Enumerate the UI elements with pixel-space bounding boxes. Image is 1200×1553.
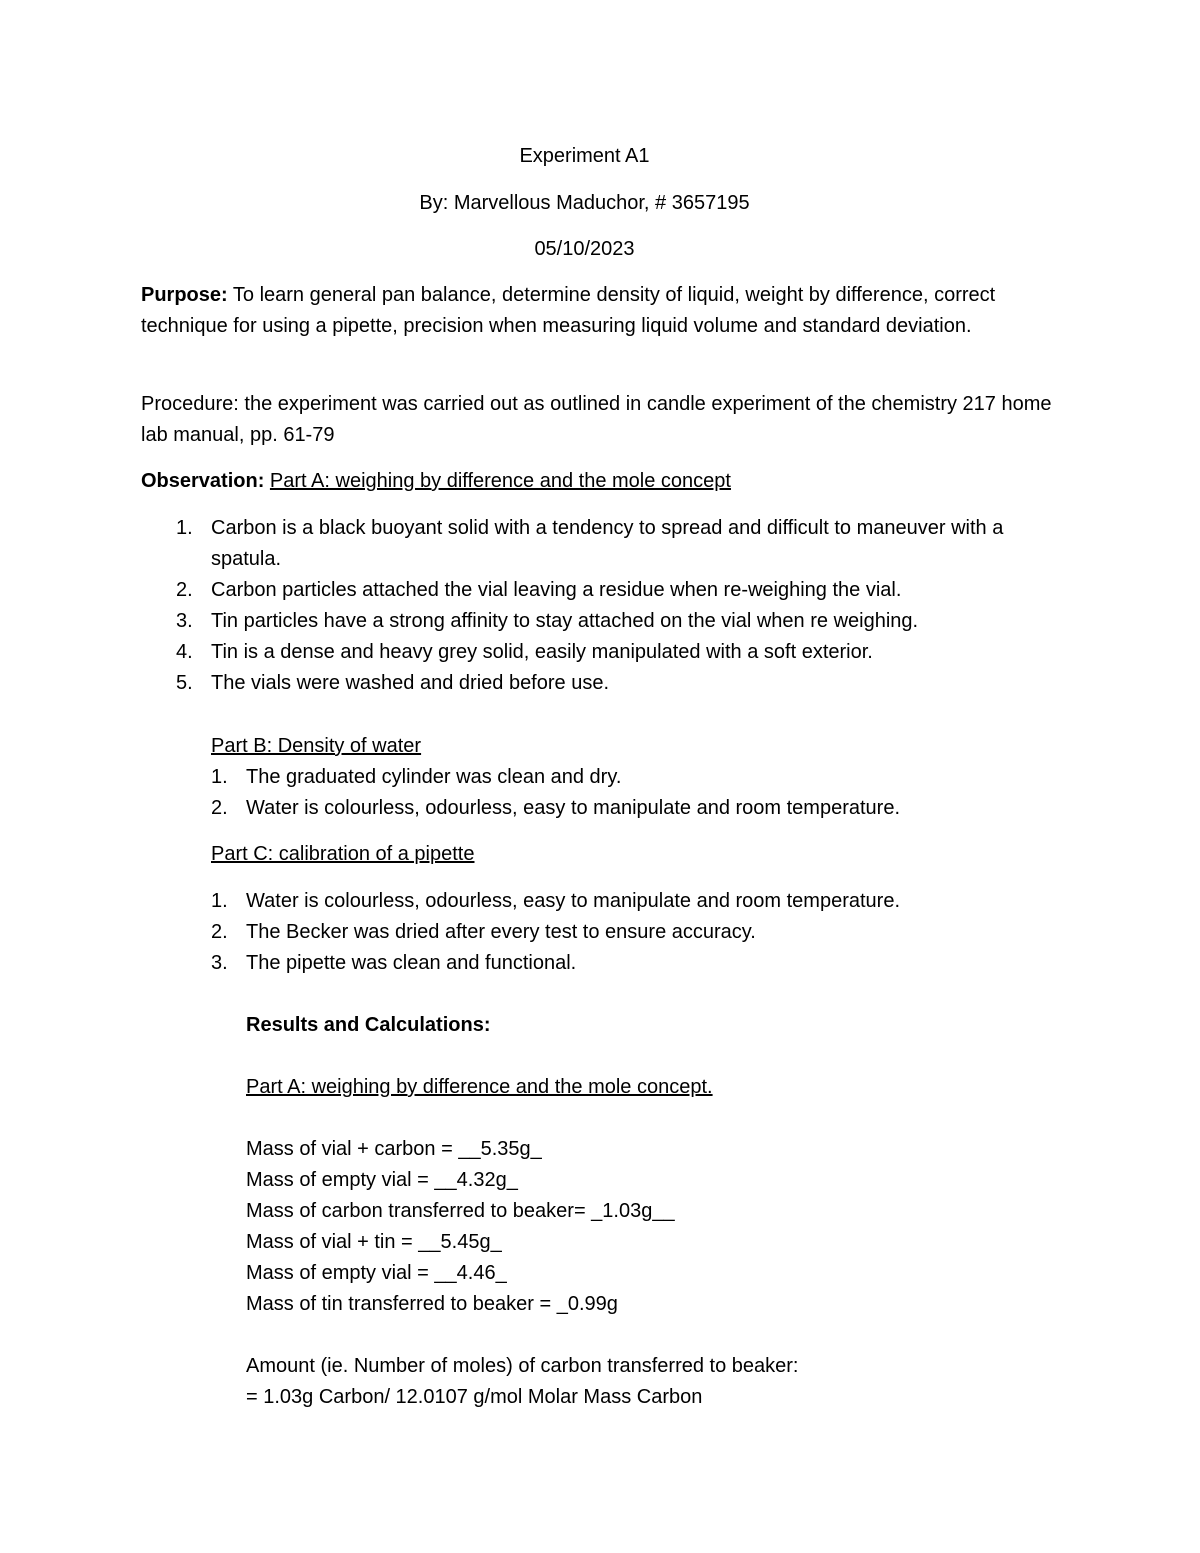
part-c-observation-list (211, 886, 1071, 979)
document-title: Experiment A1 (519, 145, 650, 167)
mass-line: Mass of carbon transferred to beaker= _1.03g__ (246, 1200, 675, 1222)
amount-line: = 1.03g Carbon/ 12.0107 g/mol Molar Mass Carbon (246, 1386, 703, 1408)
purpose-text: To learn general pan balance, determine density of liquid, weight by difference, correct technique for using a pipette, precision when measuring liquid volume and standard deviation. (141, 284, 996, 337)
date-line: 05/10/2023 (534, 238, 635, 260)
mass-line: Mass of empty vial = __4.32g_ (246, 1169, 518, 1191)
results-heading: Results and Calculations: (246, 1014, 491, 1036)
part-c-title: Part C: calibration of a pipette (211, 843, 475, 865)
mass-line: Mass of empty vial = __4.46_ (246, 1262, 507, 1284)
list-item: 1. Carbon is a black buoyant solid with a tendency to spread and difficult to maneuver with a spatula. (176, 517, 1004, 570)
observation-heading (141, 466, 1061, 497)
purpose-paragraph (141, 280, 1061, 342)
mass-line: Mass of vial + carbon = __5.35g_ (246, 1138, 542, 1160)
list-item: 1. Water is colourless, odourless, easy to manipulate and room temperature. (211, 890, 901, 912)
purpose-label: Purpose: (141, 284, 228, 306)
list-item: 3. Tin particles have a strong affinity to stay attached on the vial when re weighing. (176, 610, 919, 632)
amount-line: Amount (ie. Number of moles) of carbon transferred to beaker: (246, 1355, 799, 1377)
list-item: 2. The Becker was dried after every test to ensure accuracy. (211, 921, 756, 943)
results-part-a-title: Part A: weighing by difference and the mole concept. (246, 1076, 713, 1098)
observation-part-a-title: Part A: weighing by difference and the mole concept (269, 470, 731, 492)
procedure-paragraph: Procedure: the experiment was carried out as outlined in candle experiment of the chemistry 217 home lab manual, pp. 61-79 (141, 393, 1052, 446)
mass-line: Mass of vial + tin = __5.45g_ (246, 1231, 502, 1253)
list-item: 5. The vials were washed and dried before use. (176, 672, 610, 694)
part-a-observation-list (176, 513, 1056, 699)
mass-line: Mass of tin transferred to beaker = _0.99g (246, 1293, 618, 1315)
results-section (246, 1010, 1066, 1413)
observation-label: Observation: (141, 470, 265, 492)
part-b-title: Part B: Density of water (211, 735, 422, 757)
list-item: 3. The pipette was clean and functional. (211, 952, 577, 974)
list-item: 4. Tin is a dense and heavy grey solid, easily manipulated with a soft exterior. (176, 641, 873, 663)
author-line: By: Marvellous Maduchor, # 3657195 (419, 192, 750, 214)
part-b-observation-list (211, 762, 1071, 824)
list-item: 2. Water is colourless, odourless, easy to manipulate and room temperature. (211, 797, 901, 819)
list-item: 1. The graduated cylinder was clean and dry. (211, 766, 622, 788)
list-item: 2. Carbon particles attached the vial leaving a residue when re-weighing the vial. (176, 579, 902, 601)
